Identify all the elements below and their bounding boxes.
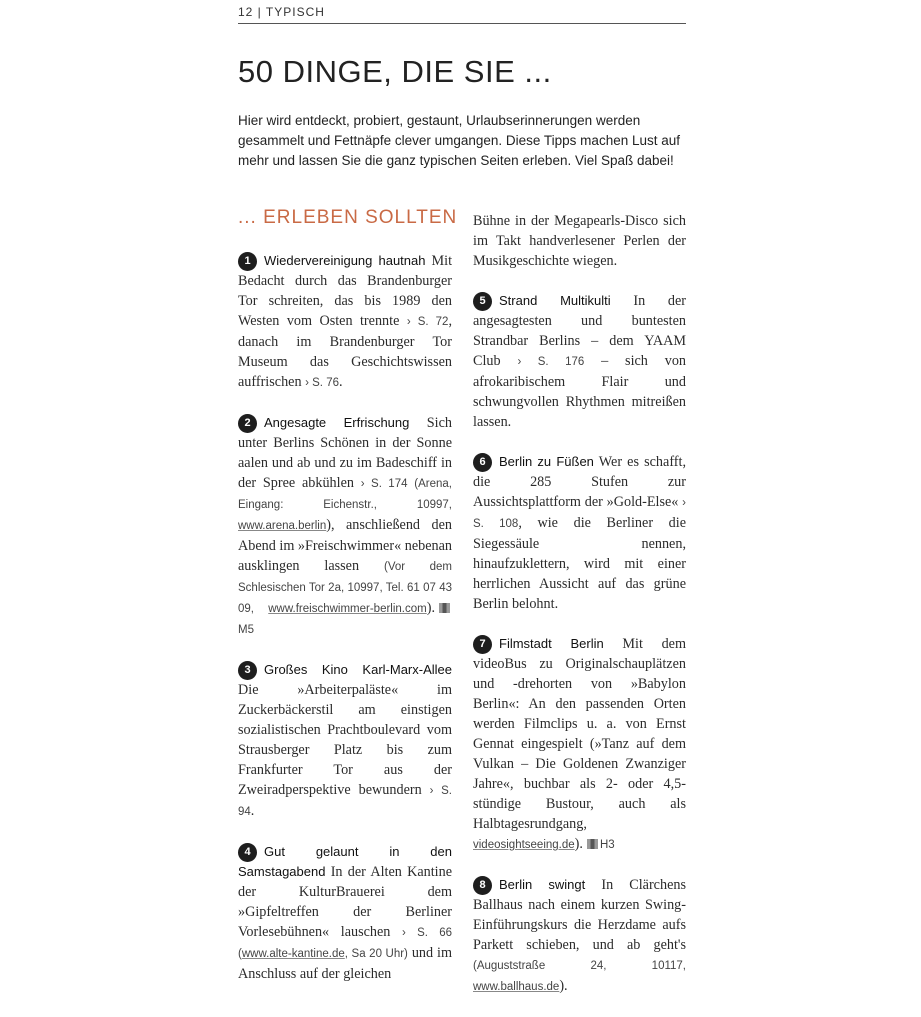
map-icon xyxy=(587,839,598,849)
tip-item-7 xyxy=(473,634,686,855)
address-info: (Arena, Eingang: Eichenstr., 10997, xyxy=(238,478,452,511)
map-code: H3 xyxy=(599,839,615,851)
map-icon xyxy=(439,603,450,613)
tip-item-5 xyxy=(473,291,686,432)
page-title: 50 DINGE, DIE SIE ... xyxy=(238,54,552,89)
tip-text: In der angesagtesten und buntesten Strandbar Berlins – dem YAAM Club xyxy=(473,293,687,369)
tip-heading: Berlin zu Füßen xyxy=(499,454,594,469)
tip-text: In Clärchens Ballhaus nach einem kurzen Swing-Einführungskurs die Herzdame aufs Parkett schieben, und ab geht's xyxy=(473,877,686,953)
tip-heading: Angesagte Erfrischung xyxy=(264,415,410,430)
tip-item-1 xyxy=(238,251,452,393)
website-link[interactable]: www.ballhaus.de xyxy=(473,981,560,993)
tip-item-3 xyxy=(238,660,452,822)
tip-text: Mit dem videoBus zu Originalschauplätzen und -drehorten von »Babylon Berlin«: An den passenden Orten werden Filmclips u. a. von Ernst Gennat eingespielt (»Tanz auf dem Vulkan – Die Goldenen Zwanziger Jahre«, buchbar als 2- oder 4,5-stündige Bustour, auch als Halbtagesrundgang, xyxy=(473,636,687,832)
tip-text: In der Alten Kantine der KulturBrauerei dem »Gipfeltreffen der Berliner Vorlesebühnen« lauschen xyxy=(238,864,452,940)
section-subhead: ... ERLEBEN SOLLTEN xyxy=(238,207,458,228)
number-badge: 2 xyxy=(238,414,257,433)
tip-item-2 xyxy=(238,413,452,640)
tip-text: . xyxy=(339,374,343,390)
tip-text: ). xyxy=(559,978,568,994)
tip-text: Sich unter Berlins Schönen in der Sonne aalen und ab und zu im Badeschiff in der Spree abkühlen xyxy=(238,415,452,491)
number-badge: 1 xyxy=(238,252,257,271)
column-left xyxy=(238,251,452,1004)
tip-heading: Berlin swingt xyxy=(499,877,586,892)
website-link[interactable]: www.freischwimmer-berlin.com xyxy=(268,603,427,615)
tip-text: Mit Bedacht durch das Brandenburger Tor schreiten, das bis 1989 den Westen vom Osten trennte xyxy=(238,253,453,329)
tip-heading: Gut gelaunt in den Samstagabend xyxy=(238,844,452,879)
tip-item-6 xyxy=(473,452,686,614)
number-badge: 7 xyxy=(473,635,492,654)
tip-text: Die »Arbeiterpaläste« im Zuckerbäckerstil am einstigen sozialistischen Prachtboulevard vom Strausberger Platz bis zum Frankfurter Tor aus der Zweiradperspektive bewundern xyxy=(238,682,452,798)
address-info: , Sa 20 Uhr) xyxy=(344,948,408,960)
tip-text: ). xyxy=(574,836,583,852)
page-reference: › S. 72 xyxy=(406,316,449,328)
website-link[interactable]: www.alte-kantine.de xyxy=(241,948,345,960)
page-header: 12 | TYPISCH xyxy=(238,5,686,24)
tip-text: ). xyxy=(426,600,435,616)
website-link[interactable]: videosightseeing.de xyxy=(473,839,575,851)
number-badge: 5 xyxy=(473,292,492,311)
intro-paragraph: Hier wird entdeckt, probiert, gestaunt, Urlaubserinnerungen werden gesammelt und Fettnäpfe clever umgangen. Diese Tipps machen Lust auf mehr und lassen Sie die ganz typischen Seiten erleben. Viel Spaß dabei! xyxy=(238,113,680,168)
page-reference: › S. 108 xyxy=(473,497,686,530)
page-reference: › S. 174 xyxy=(360,478,408,490)
tip-text: und im Anschluss auf der gleichen xyxy=(238,945,452,982)
tip-item-4 xyxy=(238,842,452,984)
number-badge: 4 xyxy=(238,843,257,862)
tip-text: ), anschließend den Abend im »Freischwimmer« nebenan ausklingen lassen xyxy=(238,517,452,574)
number-badge: 3 xyxy=(238,661,257,680)
tip-text: – sich von afrokaribischem Flair und schwungvollen Rhythmen mitreißen lassen. xyxy=(473,353,687,430)
tip-heading: Strand Multikulti xyxy=(499,293,611,308)
tip-text: Bühne in der Megapearls-Disco sich im Takt handverlesener Perlen der Musikgeschichte wiegen. xyxy=(473,213,686,269)
tip-item-8 xyxy=(473,875,686,997)
tip-text: . xyxy=(250,803,255,819)
map-code: M5 xyxy=(238,624,254,636)
tip-text: , wie die Berliner die Siegessäule nennen, hinaufzuklettern, wird mit einer herrlichen Aussicht auf das grüne Berlin belohnt. xyxy=(473,515,686,612)
page-reference: › S. 176 xyxy=(517,356,585,368)
website-link[interactable]: www.arena.berlin xyxy=(238,520,327,532)
tip-heading: Wiedervereinigung hautnah xyxy=(264,253,426,268)
address-info: ( xyxy=(238,948,242,960)
tip-text: Wer es schafft, die 285 Stufen zur Aussichtsplattform der »Gold-Else« xyxy=(473,454,687,510)
page-reference: › S. 94 xyxy=(238,785,452,818)
number-badge: 6 xyxy=(473,453,492,472)
page-reference: › S. 66 xyxy=(402,927,452,939)
page-reference: › S. 76 xyxy=(305,377,339,389)
number-badge: 8 xyxy=(473,876,492,895)
tip-item-4-continued xyxy=(473,211,686,271)
tip-heading: Großes Kino Karl-Marx-Allee xyxy=(264,662,452,677)
address-info: (Vor dem Schlesischen Tor 2a, 10997, Tel. 61 07 43 09, xyxy=(238,561,453,615)
tip-heading: Filmstadt Berlin xyxy=(499,636,604,651)
address-info: (Auguststraße 24, 10117, xyxy=(473,960,686,972)
tip-text: , danach im Brandenburger Tor Museum das Geschichtswissen auffrischen xyxy=(238,313,452,390)
column-right xyxy=(473,211,686,1017)
